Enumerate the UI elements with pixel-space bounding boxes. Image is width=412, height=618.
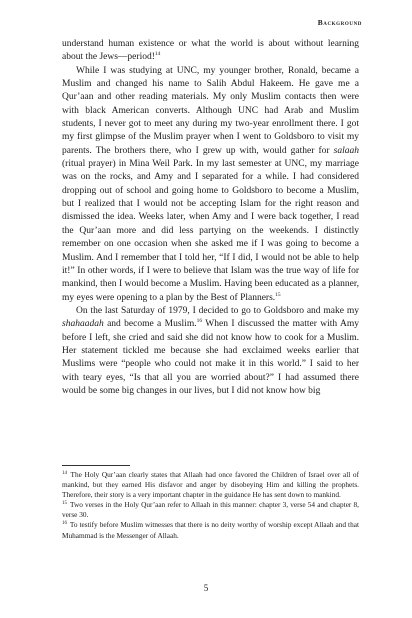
paragraph: On the last Saturday of 1979, I decided to go to Goldsboro and make my shahaadah and become a Muslim.$^{16}$ When I discussed the matter with Amy before I left, she cried and said she did not know how to cook for a Muslim. Her statement tickled me because she had exclaimed weeks earlier that Muslims were “people who could not make it in this world.” I said to her with teary eyes, “Is that all you are worried about?” I had assumed there would be some big changes in our lives, but I did not know how big xyxy=(62,305,359,396)
footnote xyxy=(62,520,359,540)
footnote-ref[interactable]: 14 xyxy=(154,51,161,58)
footnote-number: 16 xyxy=(62,521,67,527)
footnote xyxy=(62,500,359,520)
body-text xyxy=(62,38,359,398)
footnotes xyxy=(62,470,359,541)
footnote xyxy=(62,470,359,500)
footnote-ref[interactable]: 16 xyxy=(196,318,203,325)
footnote-text: The Holy Qur’aan clearly states that Allaah had once favored the Children of Israel over all of mankind, but they earned His disfavor and anger by disobeying Him and killing the prophets. Therefore, their story is a very important chapter in the guidance He has sent down to mankind. xyxy=(62,470,359,500)
paragraph: While I was studying at UNC, my younger brother, Ronald, became a Muslim and changed his name to Salih Abdul Hakeem. He gave me a Qur’aan and other reading materials. My only Muslim contacts then were with black American converts. Although UNC had Arab and Muslim students, I never got to meet any during my two-year enrollment there. I got my first glimpse of the Muslim prayer when I went to Goldsboro to visit my parents. The brothers there, who I grew up with, would gather for salaah (ritual prayer) in Mina Weil Park. In my last semester at UNC, my marriage was on the rocks, and Amy and I separated for a while. I had considered dropping out of school and going home to Goldsboro to become a Muslim, but I realized that I would not be accepting Islam for the right reason and dismissed the idea. Weeks later, when Amy and I were back together, I read the Qur’aan more and did less partying on the weekends. I distinctly remember on one occasion when she asked me if I was going to become a Muslim. And I remember that I told her, “If I did, I would not be able to help it!” In other words, if I were to believe that Islam was the true way of life for mankind, then I would become a Muslim. Having been educated as a planner, my eyes were opening to a plan by the Best of Planners.$^{15}$ xyxy=(62,65,359,303)
footnote-text: To testify before Muslim witnesses that there is no deity worthy of worship except Allaah and that Muhammad is the Messenger of Allaah. xyxy=(62,520,359,540)
paragraph: understand human existence or what the world is about without learning about the Jews—period!$^{14}$ xyxy=(62,39,359,63)
footnote-ref[interactable]: 15 xyxy=(275,291,281,298)
footnote-number: 14 xyxy=(62,471,67,476)
footnote-number: 15 xyxy=(62,501,67,507)
footnote-text: Two verses in the Holy Qur’aan refer to Allaah in this manner: chapter 3, verse 54 and chapter 8, verse 30. xyxy=(62,500,359,520)
italic-term: shahaadah xyxy=(62,319,104,330)
footnote-divider xyxy=(62,465,130,466)
page-number: 5 xyxy=(203,583,209,593)
running-head: Background xyxy=(317,18,362,27)
italic-term: salaah xyxy=(333,145,359,156)
